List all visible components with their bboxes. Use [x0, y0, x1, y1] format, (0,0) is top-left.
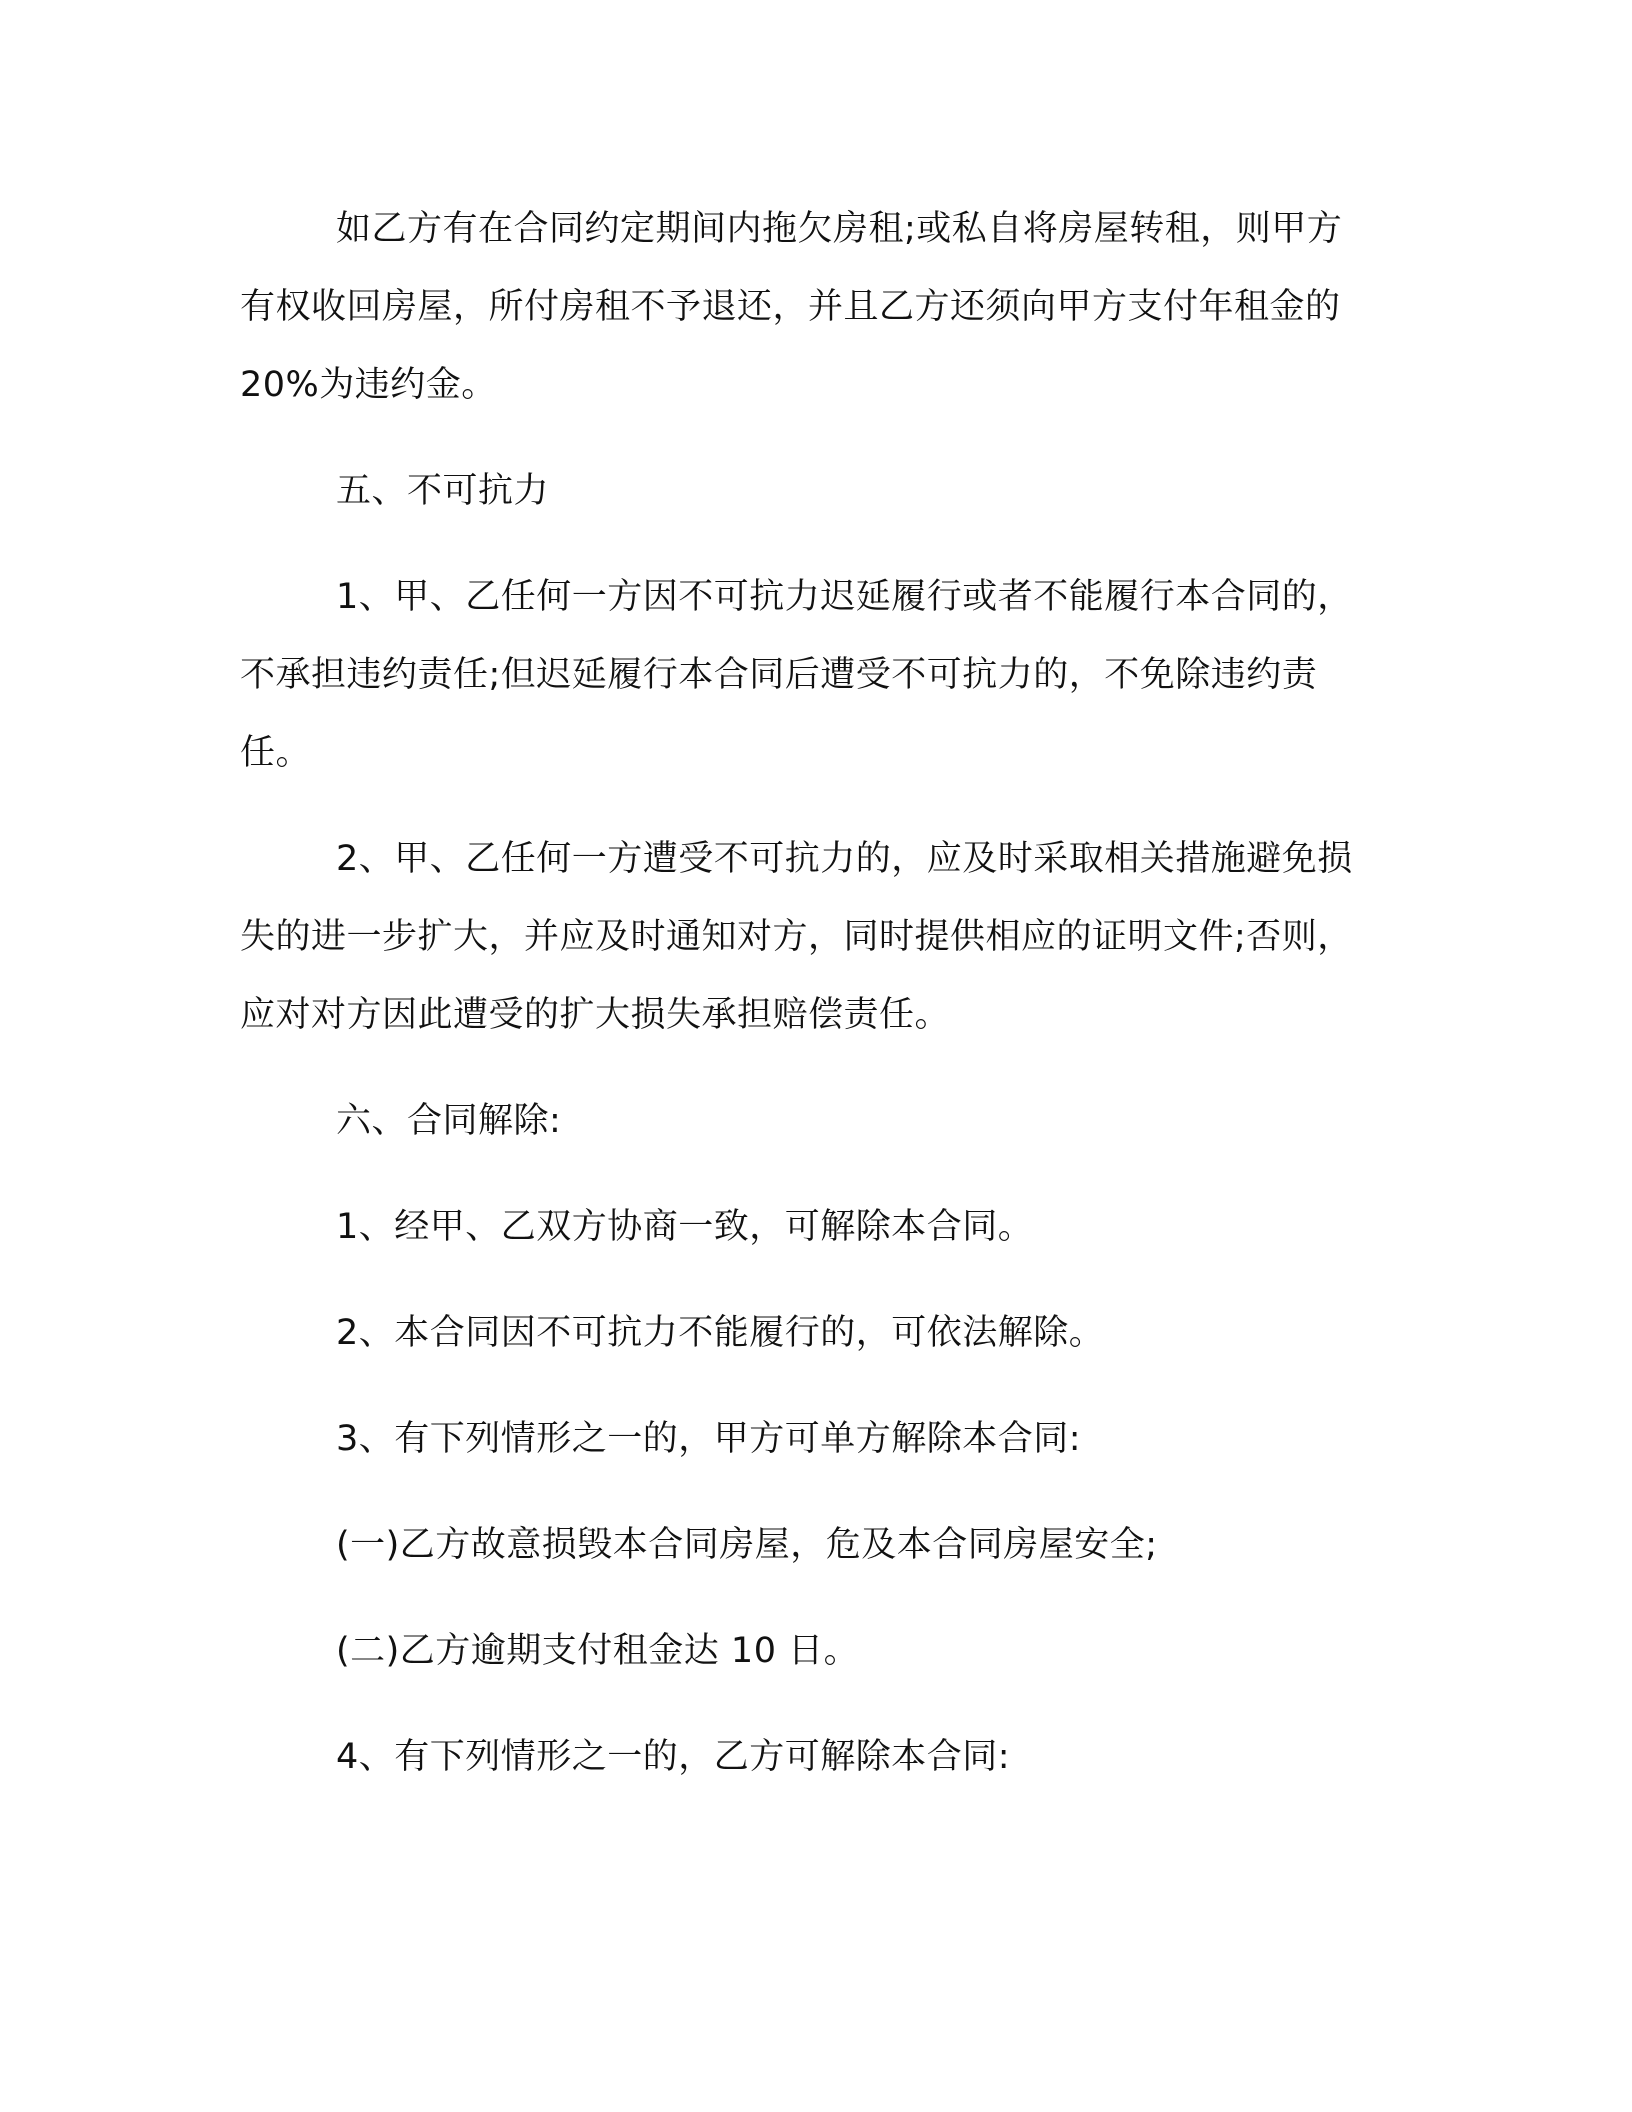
section-heading-termination: 六、合同解除: [336, 1101, 562, 1141]
paragraph-force-majeure-1: 1、甲、乙任何一方因不可抗力迟延履行或者不能履行本合同的，不承担违约责任;但迟延履行本合同后遭受不可抗力的，不免除违约责任。 [240, 577, 1353, 773]
paragraph-breach-clause: 如乙方有在合同约定期间内拖欠房租;或私自将房屋转租，则甲方有权收回房屋，所付房租不予退还，并且乙方还须向甲方支付年租金的 20%为违约金。 [240, 209, 1343, 405]
paragraph-termination-3-item-2: (二)乙方逾期支付租金达 10 日。 [336, 1631, 860, 1671]
paragraph-termination-3-item-1: (一)乙方故意损毁本合同房屋，危及本合同房屋安全; [336, 1525, 1158, 1565]
paragraph-termination-3: 3、有下列情形之一的，甲方可单方解除本合同: [336, 1419, 1082, 1459]
paragraph-termination-1: 1、经甲、乙双方协商一致，可解除本合同。 [336, 1207, 1034, 1247]
document-body [240, 190, 1370, 1796]
paragraph-termination-4: 4、有下列情形之一的，乙方可解除本合同: [336, 1737, 1011, 1777]
paragraph-force-majeure-2: 2、甲、乙任何一方遭受不可抗力的，应及时采取相关措施避免损失的进一步扩大，并应及时通知对方，同时提供相应的证明文件;否则，应对对方因此遭受的扩大损失承担赔偿责任。 [240, 839, 1353, 1035]
section-heading-force-majeure: 五、不可抗力 [336, 471, 550, 511]
paragraph-termination-2: 2、本合同因不可抗力不能履行的，可依法解除。 [336, 1313, 1105, 1353]
